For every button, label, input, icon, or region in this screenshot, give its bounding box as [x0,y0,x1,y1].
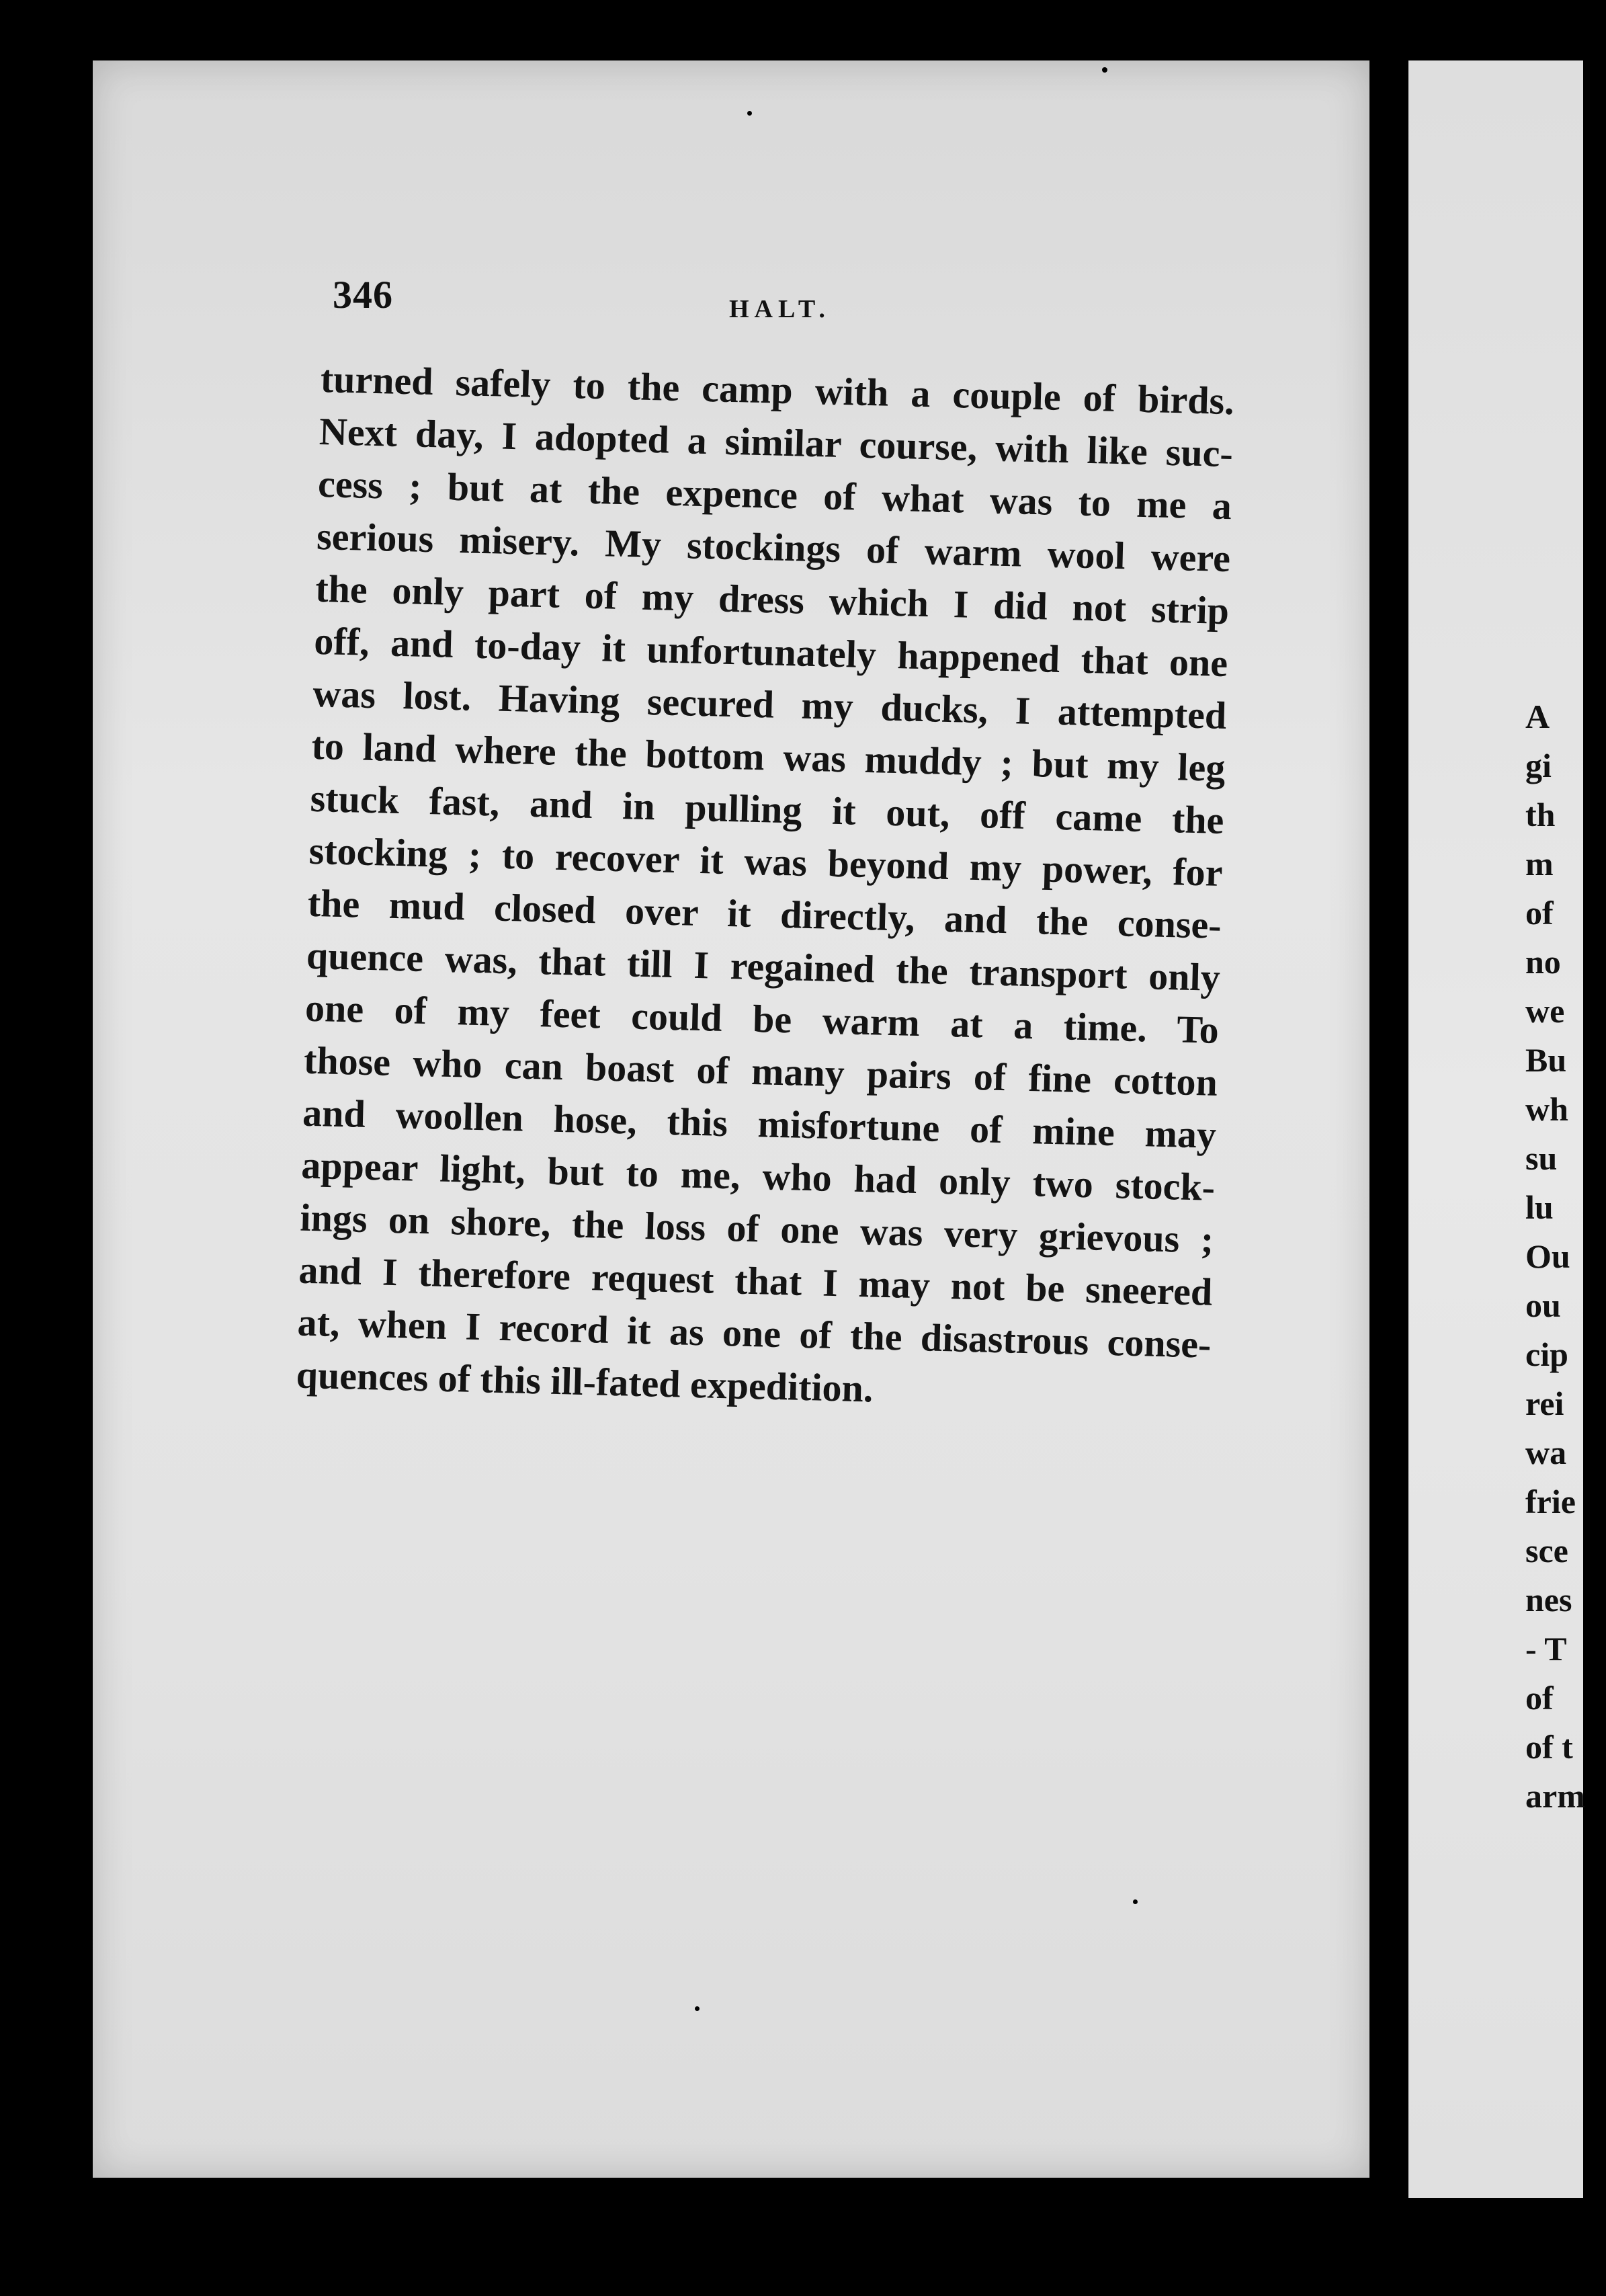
facing-line: arm [1525,1777,1585,1815]
facing-line: Bu [1525,1041,1567,1079]
text-line: turned safely to the camp with a couple of birds. [320,356,1235,423]
text-line: the only part of my dress which I did not strip [314,566,1230,633]
dust-speck [1102,67,1107,73]
text-line: off, and to-day it unfortunately happened that one [313,618,1228,686]
text-line: was lost. Having secured my ducks, I attempted [312,671,1228,738]
facing-line: m [1525,845,1554,883]
facing-line: cip [1525,1336,1568,1373]
facing-line: frie [1525,1483,1576,1520]
dust-speck [747,111,752,116]
facing-line: Ou [1525,1237,1570,1275]
dust-speck [1019,39,1028,48]
text-line: and I therefore request that I may not be sneered [298,1247,1214,1314]
facing-line: th [1525,796,1556,833]
text-line: at, when I record it as one of the disastrous conse- [296,1300,1212,1366]
text-line: quences of this ill-fated expedition. [296,1352,874,1411]
text-line: one of my feet could be warm at a time. To [304,985,1220,1052]
facing-line: lu [1525,1188,1554,1226]
facing-line: - T [1525,1630,1567,1668]
book-gutter [1369,54,1408,2245]
facing-line: of t [1525,1728,1573,1766]
dust-speck [1133,1899,1138,1904]
text-line: stocking ; to recover it was beyond my power, for [308,828,1224,895]
facing-line: rei [1525,1385,1564,1422]
facing-line: A [1525,698,1550,735]
text-line: ings on shore, the loss of one was very grievous ; [299,1195,1214,1262]
text-line: Next day, I adopted a similar course, with like suc- [319,409,1234,476]
text-line: cess ; but at the expence of what was to me a [317,461,1232,528]
facing-page-text [1525,692,1606,1821]
facing-line: no [1525,943,1561,981]
facing-line: ou [1525,1286,1561,1324]
page-number: 346 [333,273,393,317]
dust-speck [695,2006,700,2011]
facing-line: of [1525,894,1554,932]
dust-speck [84,2174,87,2178]
running-head: HALT. [729,295,831,323]
facing-line: wh [1525,1090,1568,1128]
text-line: appear light, but to me, who had only two stock- [300,1143,1216,1209]
text-line: to land where the bottom was muddy ; but my leg [310,723,1226,790]
facing-line: sce [1525,1532,1568,1569]
text-line: serious misery. My stockings of warm wool were [316,514,1231,581]
facing-line: nes [1525,1581,1572,1618]
text-line: stuck fast, and in pulling it out, off came the [310,776,1225,843]
text-line: quence was, that till I regained the transport only [306,933,1221,999]
facing-line: we [1525,992,1565,1030]
facing-line: of [1525,1679,1554,1717]
facing-line: gi [1525,747,1552,784]
facing-line: wa [1525,1434,1567,1471]
text-line: and woollen hose, this misfortune of mine may [302,1090,1217,1157]
facing-line: su [1525,1139,1558,1177]
body-text [296,353,1235,1424]
text-line: those who can boast of many pairs of fine cotton [303,1038,1218,1104]
text-line: the mud closed over it directly, and the conse- [307,880,1222,947]
